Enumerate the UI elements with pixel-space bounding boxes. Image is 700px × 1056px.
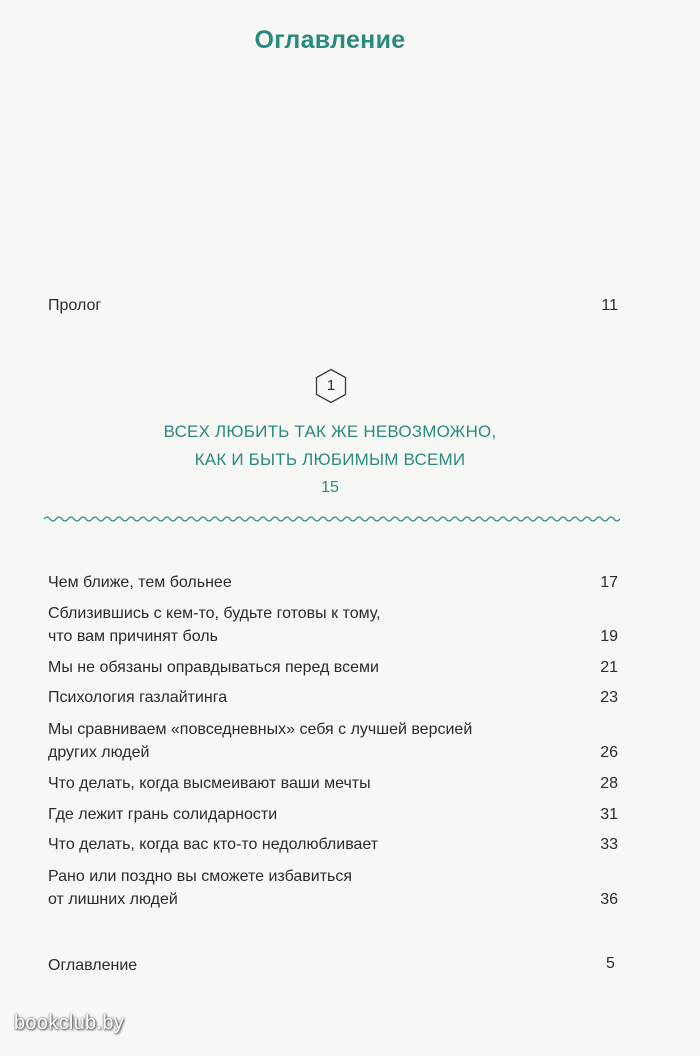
toc-entry-label: Рано или поздно вы сможете избавиться <box>48 868 353 885</box>
chapter-number: 1 <box>326 377 336 394</box>
toc-entry-label: Мы не обязаны оправдываться перед всеми <box>48 659 379 676</box>
toc-entry-prologue <box>48 294 618 317</box>
toc-entry-label-continued: других людей <box>48 744 150 761</box>
toc-entry-page: 31 <box>600 806 618 823</box>
chapter-title-line-1: ВСЕХ ЛЮБИТЬ ТАК ЖЕ НЕВОЗМОЖНО, <box>163 422 497 441</box>
toc-entry-label: Что делать, когда высмеивают ваши мечты <box>48 775 371 792</box>
toc-entry <box>48 772 618 795</box>
toc-entry-page: 28 <box>600 775 618 792</box>
toc-entry-page: 26 <box>600 744 618 761</box>
page-number: 5 <box>606 955 615 972</box>
toc-entry-label: Пролог <box>48 297 102 314</box>
toc-entry <box>48 865 618 911</box>
toc-entry-label-continued: что вам причинят боль <box>48 628 218 645</box>
toc-entry-label: Психология газлайтинга <box>48 689 228 706</box>
toc-entry <box>48 602 618 648</box>
toc-entry-label: Чем ближе, тем больнее <box>48 574 232 591</box>
chapter-title <box>100 418 560 474</box>
running-footer-title: Оглавление <box>48 957 138 974</box>
toc-entry-label-continued: от лишних людей <box>48 891 178 908</box>
toc-entry <box>48 686 618 709</box>
toc-entry-page: 23 <box>600 689 618 706</box>
toc-entry-page: 11 <box>601 297 618 314</box>
toc-entry-page: 21 <box>600 659 618 676</box>
chapter-page-number: 15 <box>321 479 339 496</box>
toc-entry <box>48 656 618 679</box>
toc-entry-page: 36 <box>600 891 618 908</box>
toc-entry-page: 17 <box>600 574 618 591</box>
toc-entry-label: Сблизившись с кем-то, будьте готовы к тому, <box>48 605 381 622</box>
toc-entry <box>48 718 618 764</box>
wavy-divider <box>44 513 620 525</box>
toc-entry <box>48 833 618 856</box>
toc-entry-label: Что делать, когда вас кто-то недолюбливает <box>48 836 379 853</box>
toc-entry <box>48 803 618 826</box>
toc-entry-page: 33 <box>600 836 618 853</box>
toc-entry-label: Мы сравниваем «повседневных» себя с лучшей версией <box>48 721 473 738</box>
page-title: Оглавление <box>254 26 406 54</box>
toc-entry <box>48 571 618 594</box>
watermark: bookclub.by <box>14 1012 125 1034</box>
chapter-title-line-2: КАК И БЫТЬ ЛЮБИМЫМ ВСЕМИ <box>194 450 466 469</box>
toc-entry-label: Где лежит грань солидарности <box>48 806 278 823</box>
toc-entry-page: 19 <box>600 628 618 645</box>
